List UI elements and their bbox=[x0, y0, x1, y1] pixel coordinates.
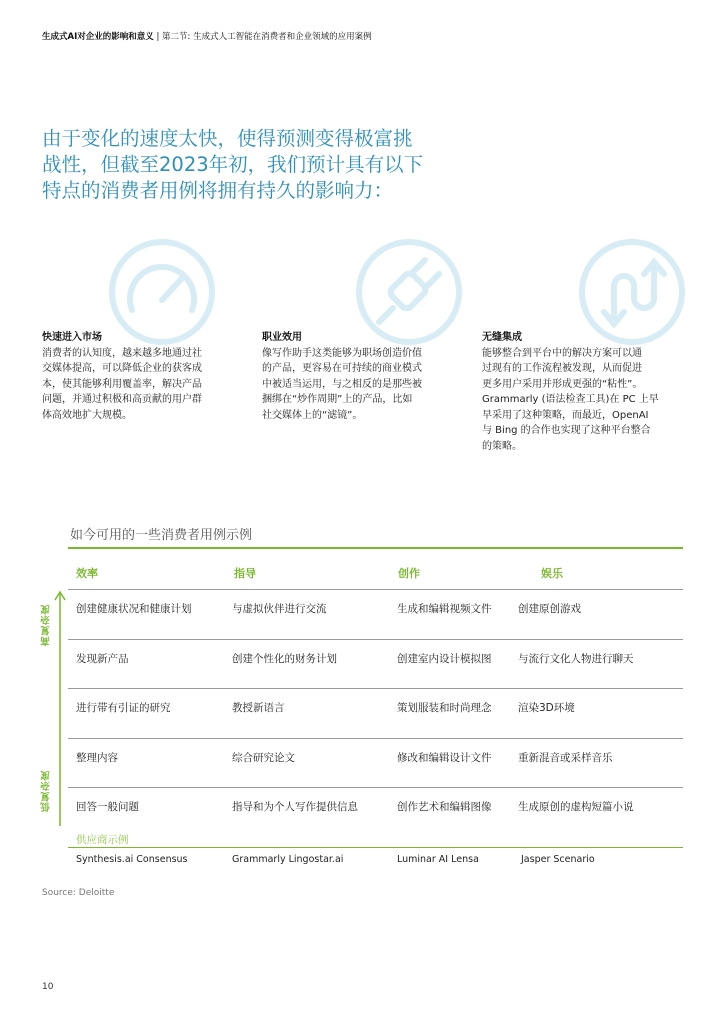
vendor-names: Grammarly Lingostar.ai bbox=[232, 854, 344, 865]
table-cell: 创建个性化的财务计划 bbox=[232, 653, 337, 665]
table-cell: 重新混音或采样音乐 bbox=[518, 752, 613, 764]
table-cell: 生成原创的虚构短篇小说 bbox=[518, 801, 634, 813]
category-creation: 创作 bbox=[398, 567, 420, 580]
table-title: 如今可用的一些消费者用例示例 bbox=[70, 528, 253, 543]
column-text-line: 更多用户采用并形成更强的“粘性”。 bbox=[482, 378, 643, 390]
page-number: 10 bbox=[42, 982, 54, 992]
table-cell: 创建健康状况和健康计划 bbox=[76, 603, 192, 615]
headline-line: 特点的消费者用例将拥有持久的影响力： bbox=[42, 179, 394, 202]
table-cell: 修改和编辑设计文件 bbox=[397, 752, 492, 764]
vendor-names: Jasper Scenario bbox=[521, 854, 595, 865]
column-text-line: Grammarly (语法检查工具)在 PC 上早 bbox=[482, 394, 659, 405]
column-text-line: 像写作助手这类能够为职场创造价值 bbox=[262, 347, 422, 359]
table-cell: 综合研究论文 bbox=[232, 752, 295, 764]
column-text-line: 本，使其能够利用覆盖率，解决产品 bbox=[42, 378, 202, 390]
column-text-line: 中被适当运用，与之相反的是那些被 bbox=[262, 378, 422, 390]
source-note: Source: Deloitte bbox=[42, 888, 115, 898]
column-title: 快速进入市场 bbox=[42, 332, 102, 343]
headline bbox=[42, 126, 442, 204]
table-top-rule bbox=[68, 547, 683, 549]
vendor-rule bbox=[68, 847, 683, 848]
column-text-line: 的策略。 bbox=[482, 440, 522, 452]
table-cell: 创建室内设计模拟图 bbox=[397, 653, 492, 665]
table-cell: 生成和编辑视频文件 bbox=[397, 603, 492, 615]
row-divider bbox=[68, 589, 683, 590]
column-text-line: 体高效地扩大规模。 bbox=[42, 409, 132, 421]
column-fast-market-entry bbox=[42, 330, 242, 423]
table-cell: 创建原创游戏 bbox=[518, 603, 581, 615]
row-divider bbox=[68, 787, 683, 788]
row-divider bbox=[68, 738, 683, 739]
column-text-line: 交媒体提高，可以降低企业的获客成 bbox=[42, 363, 202, 374]
table-cell: 进行带有引证的研究 bbox=[76, 702, 171, 714]
table-cell: 与流行文化人物进行聊天 bbox=[518, 653, 634, 665]
column-text-line: 捆绑在“炒作周期”上的产品，比如 bbox=[262, 394, 413, 405]
column-title: 无缝集成 bbox=[482, 332, 522, 343]
vendor-examples-label: 供应商示例 bbox=[76, 834, 129, 846]
axis-low-complexity: 低复杂度 bbox=[41, 770, 52, 812]
category-entertainment: 娱乐 bbox=[541, 567, 563, 580]
table-cell: 策划服装和时尚理念 bbox=[397, 702, 492, 714]
column-text-line: 问题，并通过积极和高贡献的用户群 bbox=[42, 394, 202, 405]
table-cell: 教授新语言 bbox=[232, 702, 285, 714]
table-cell: 指导和为个人写作提供信息 bbox=[232, 801, 358, 813]
column-text-line: 与 Bing 的合作也实现了这种平台整合 bbox=[482, 425, 651, 436]
headline-line: 由于变化的速度太快，使得预测变得极富挑 bbox=[42, 127, 413, 150]
table-cell: 回答一般问题 bbox=[76, 801, 139, 813]
row-divider bbox=[68, 688, 683, 689]
column-professional-utility bbox=[262, 330, 462, 423]
table-cell: 渲染3D环境 bbox=[518, 702, 575, 714]
headline-line: 战性，但截至2023年初，我们预计具有以下 bbox=[42, 153, 424, 176]
table-cell: 整理内容 bbox=[76, 752, 118, 764]
column-title: 职业效用 bbox=[262, 332, 302, 343]
vendor-names: Synthesis.ai Consensus bbox=[76, 854, 188, 865]
header-separator: | bbox=[156, 32, 160, 42]
category-guidance: 指导 bbox=[234, 567, 256, 580]
axis-high-complexity: 高复杂度 bbox=[41, 604, 52, 646]
column-text-line: 的产品，更容易在可持续的商业模式 bbox=[262, 363, 422, 374]
column-text-line: 消费者的认知度，越来越多地通过社 bbox=[42, 347, 202, 359]
column-seamless-integration bbox=[482, 330, 682, 454]
column-text-line: 过现有的工作流程被发现，从而促进 bbox=[482, 363, 642, 374]
column-text-line: 能够整合到平台中的解决方案可以通 bbox=[482, 347, 642, 359]
complexity-axis-arrow bbox=[54, 590, 66, 830]
header-section: 第二节: 生成式人工智能在消费者和企业领域的应用案例 bbox=[162, 32, 372, 42]
table-cell: 发现新产品 bbox=[76, 653, 129, 665]
column-text-line: 社交媒体上的“滤镜”。 bbox=[262, 409, 363, 421]
vendor-names: Luminar AI Lensa bbox=[397, 854, 479, 865]
table-cell: 与虚拟伙伴进行交流 bbox=[232, 603, 327, 615]
header-title: 生成式AI对企业的影响和意义 bbox=[42, 32, 154, 42]
table-cell: 创作艺术和编辑图像 bbox=[397, 801, 492, 813]
row-divider bbox=[68, 639, 683, 640]
column-text-line: 早采用了这种策略，而最近，OpenAI bbox=[482, 409, 649, 421]
running-header bbox=[42, 30, 372, 42]
category-efficiency: 效率 bbox=[76, 567, 98, 580]
